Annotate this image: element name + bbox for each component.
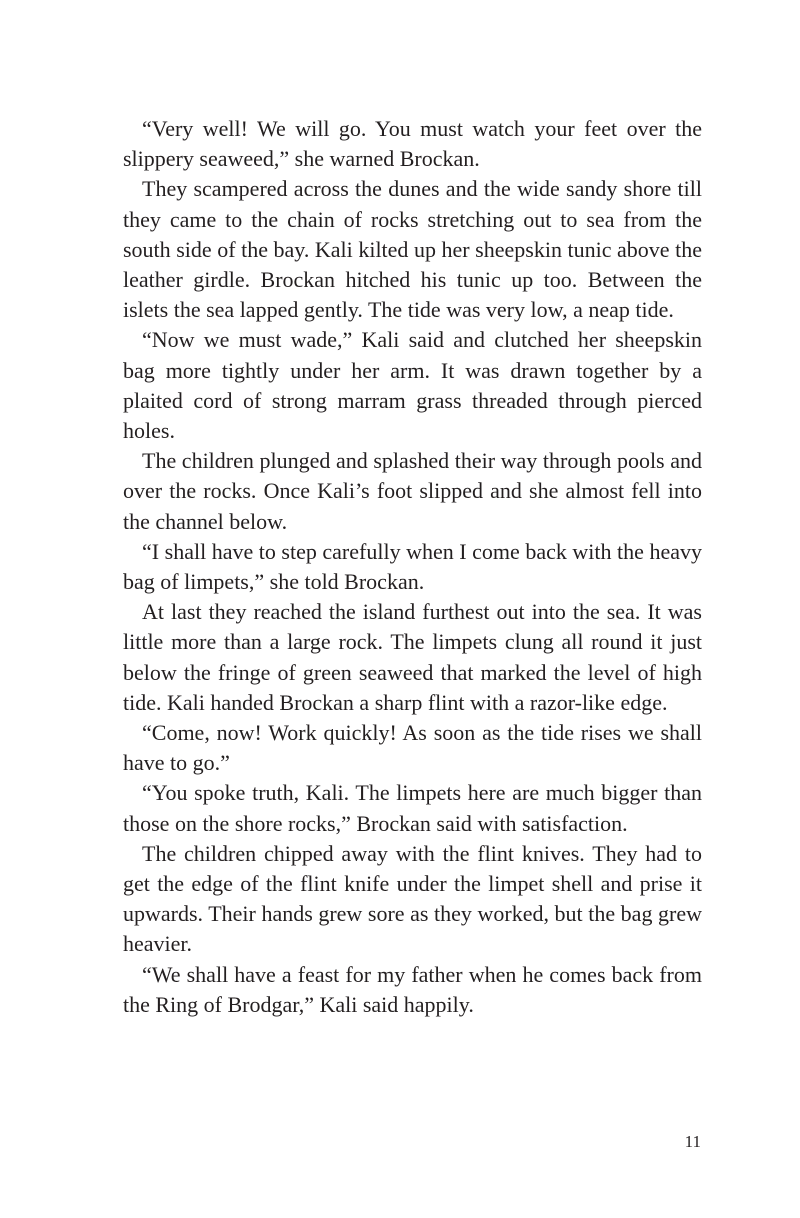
paragraph: “Now we must wade,” Kali said and clutched her sheepskin bag more tightly under her arm. It was drawn together by a plaited cord of strong marram grass threaded through pierced holes. [123,327,702,444]
body-text [123,114,702,1020]
paragraph: The children chipped away with the flint knives. They had to get the edge of the flint knife under the limpet shell and prise it upwards. Their hands grew sore as they worked, but the bag grew heavier. [123,840,702,957]
paragraph: “We shall have a feast for my father when he comes back from the Ring of Brodgar,” Kali said happily. [123,961,702,1017]
paragraph: They scampered across the dunes and the wide sandy shore till they came to the chain of rocks stretching out to sea from the south side of the bay. Kali kilted up her sheepskin tunic above the leather girdle. Brockan hitched his tunic up too. Between the islets the sea lapped gently. The tide was very low, a neap tide. [123,176,702,323]
paragraph: “Come, now! Work quickly! As soon as the tide rises we shall have to go.” [123,720,702,776]
paragraph: “You spoke truth, Kali. The limpets here are much bigger than those on the shore rocks,” Brockan said with satisfaction. [123,780,702,836]
paragraph: “Very well! We will go. You must watch your feet over the slippery seaweed,” she warned Brockan. [123,116,702,172]
page-number: 11 [684,1132,701,1151]
paragraph: At last they reached the island furthest out into the sea. It was little more than a large rock. The limpets clung all round it just below the fringe of green seaweed that marked the level of high tide. Kali handed Brockan a sharp flint with a razor-like edge. [123,599,702,715]
paragraph: The children plunged and splashed their way through pools and over the rocks. Once Kali’s foot slipped and she almost fell into the channel below. [123,448,702,534]
paragraph: “I shall have to step carefully when I come back with the heavy bag of limpets,” she told Brockan. [123,538,702,595]
